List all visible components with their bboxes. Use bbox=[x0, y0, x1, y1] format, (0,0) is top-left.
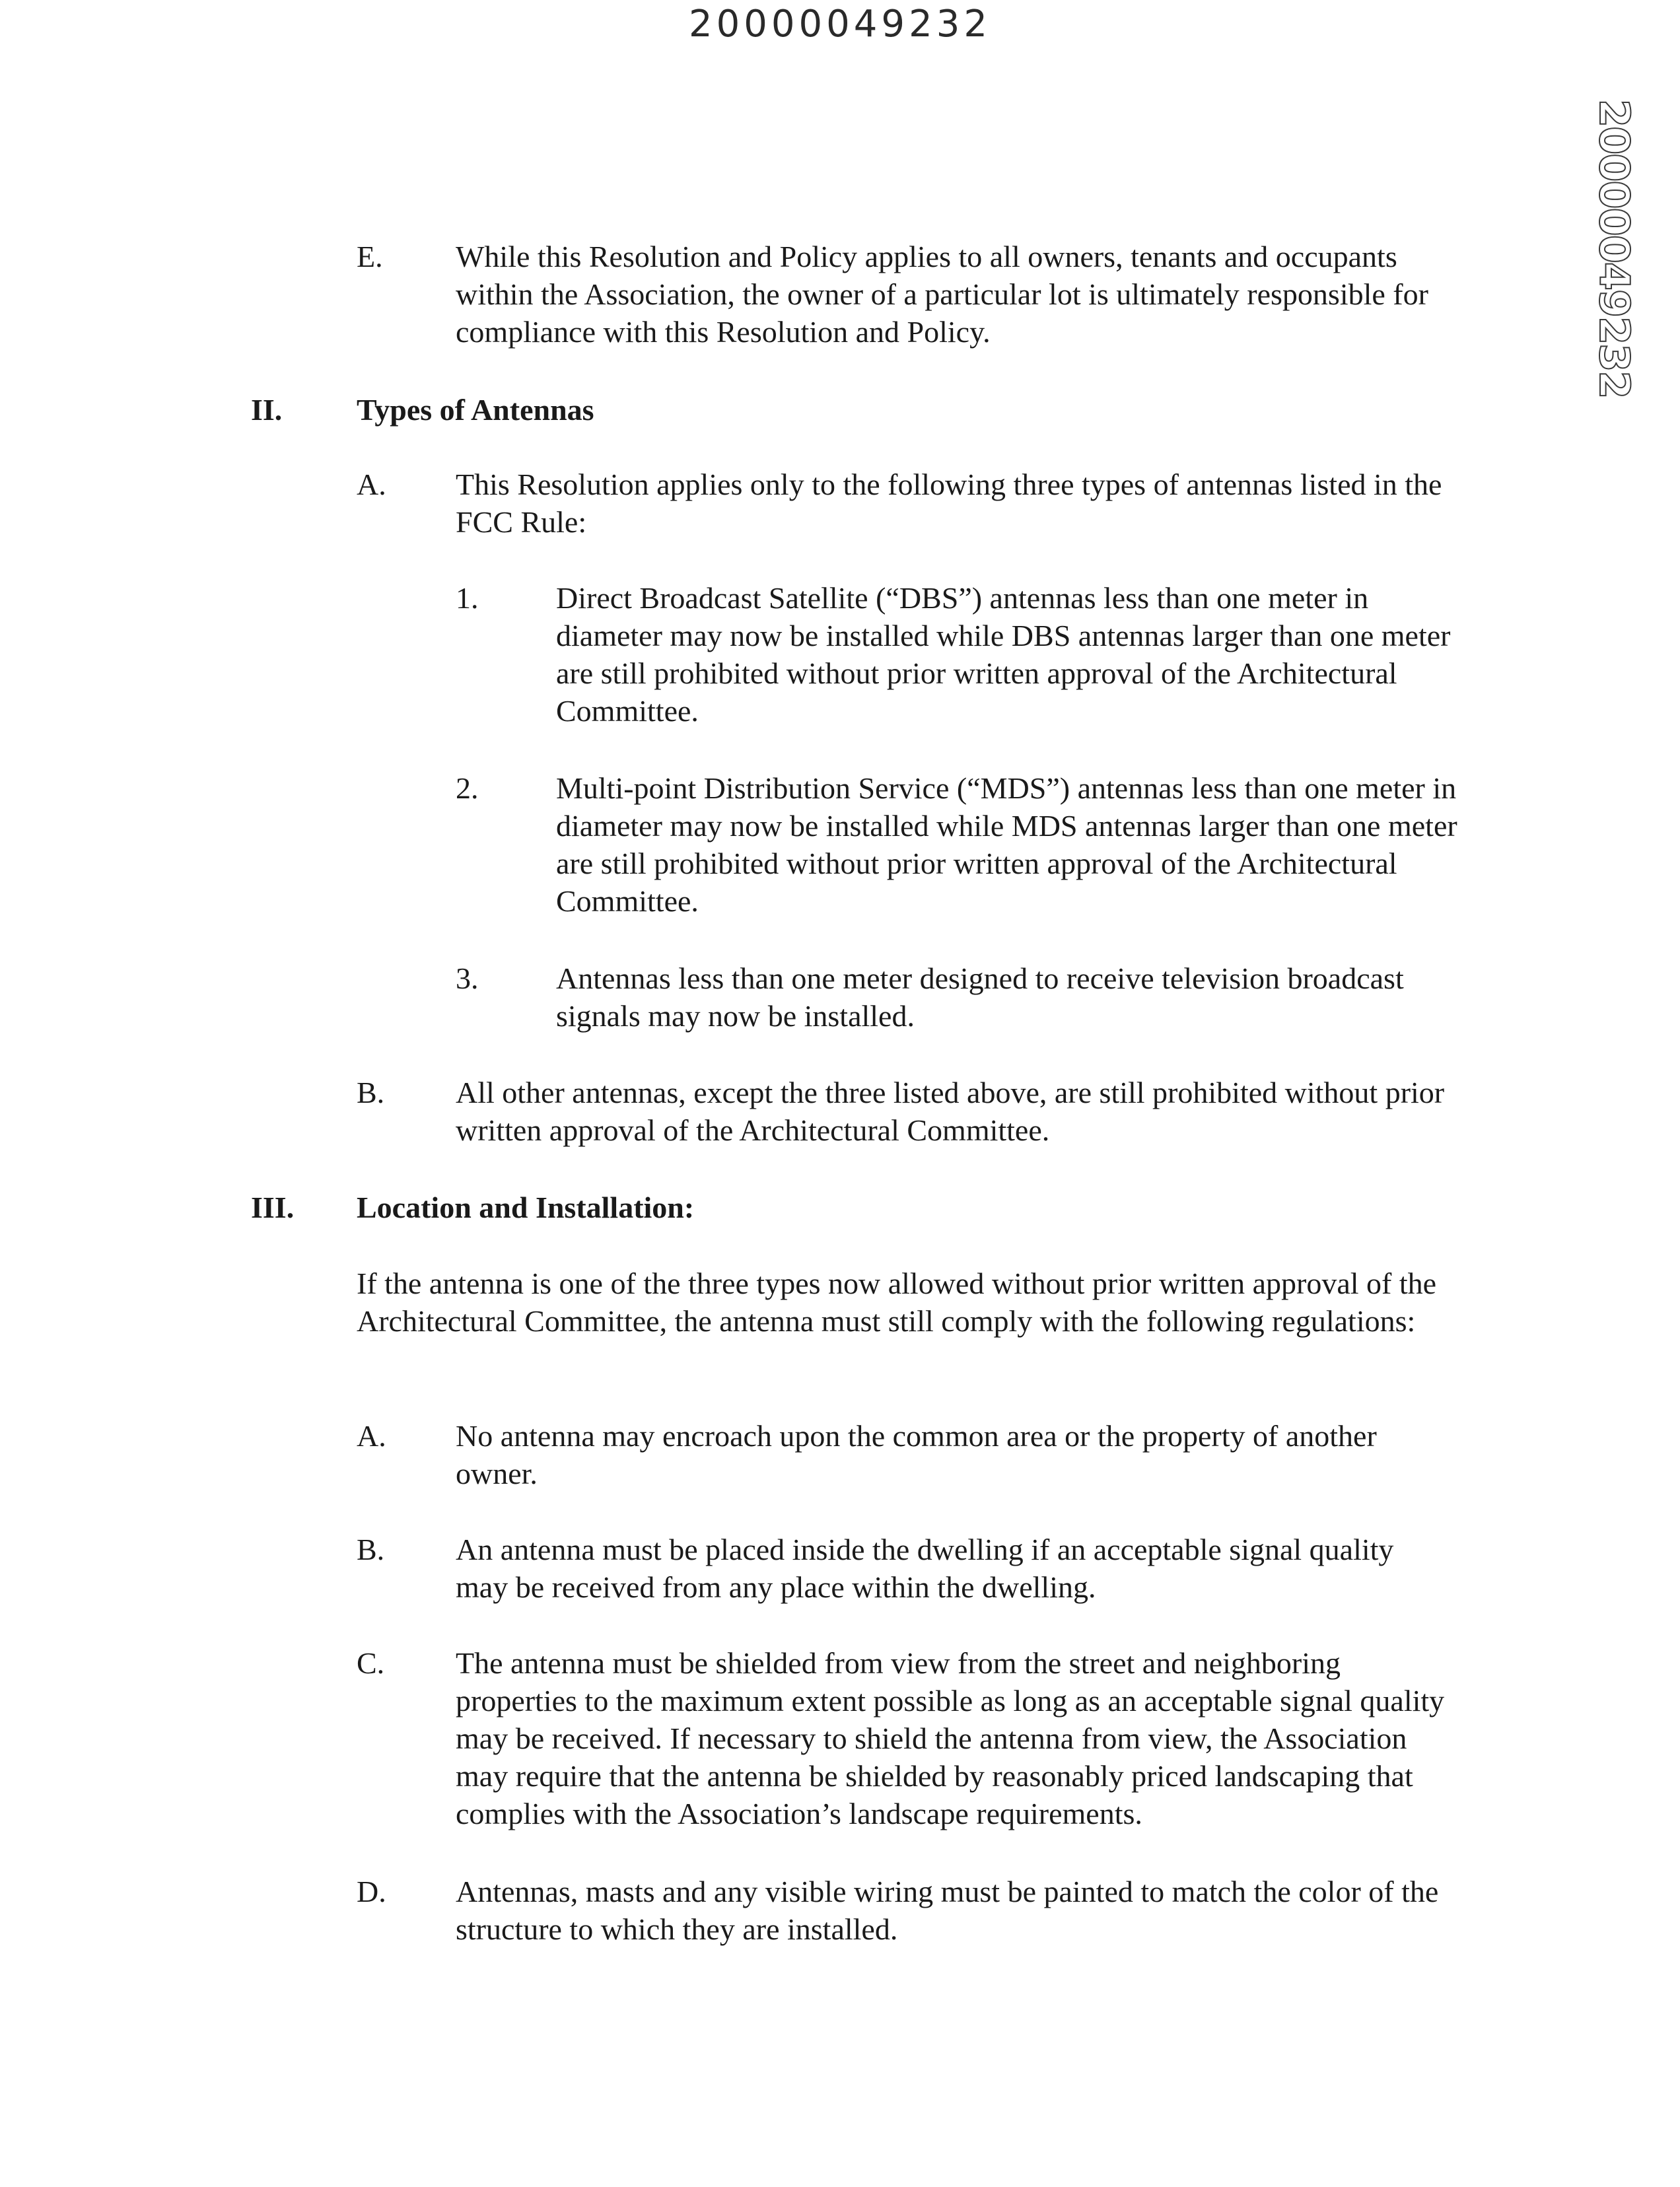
section-iii-item-c-text: The antenna must be shielded from view from the street and neighboring properties to the maximum extent possible as long as an acceptable signal quality may be received. If necessary to shield the antenna from view, the Association may require that the antenna be shielded by reasonably priced landscaping that complies with the Association’s landscape requirements. bbox=[456, 1646, 1445, 1830]
section-iii-item-c-label: C. bbox=[357, 1646, 385, 1680]
section-ii-numeral: II. bbox=[251, 393, 283, 427]
section-iii-intro: If the antenna is one of the three types now allowed without prior written approval of the Architectural Committee, the antenna must still comply with the following regulations: bbox=[357, 1267, 1437, 1338]
sub-item-3-label: 3. bbox=[456, 961, 479, 995]
sub-item-2-label: 2. bbox=[456, 771, 479, 805]
section-iii-numeral: III. bbox=[251, 1191, 295, 1224]
section-iii-title: Location and Installation: bbox=[357, 1191, 695, 1224]
side-stamp bbox=[1590, 99, 1663, 398]
sub-item-2-text: Multi-point Distribution Service (“MDS”) antennas less than one meter in diameter may now be installed while MDS antennas larger than one meter are still prohibited without prior written approval of the Architectural Committee. bbox=[556, 771, 1457, 918]
section-ii-item-a-text: This Resolution applies only to the following three types of antennas listed in the FCC Rule: bbox=[456, 468, 1442, 539]
item-e-label: E. bbox=[357, 240, 383, 273]
section-ii-item-b-text: All other antennas, except the three listed above, are still prohibited without prior written approval of the Architectural Committee. bbox=[456, 1076, 1445, 1147]
sub-item-1-text: Direct Broadcast Satellite (“DBS”) antennas less than one meter in diameter may now be installed while DBS antennas larger than one meter are still prohibited without prior written approval of the Architectural Committee. bbox=[556, 581, 1451, 728]
section-ii-title: Types of Antennas bbox=[357, 393, 594, 427]
document-number: 20000049232 bbox=[689, 3, 991, 46]
section-iii-item-d-text: Antennas, masts and any visible wiring must be painted to match the color of the structure to which they are installed. bbox=[456, 1875, 1439, 1946]
section-iii-item-d-label: D. bbox=[357, 1875, 386, 1908]
side-stamp-text: 20000049232 bbox=[1590, 99, 1638, 398]
section-ii-item-b-label: B. bbox=[357, 1076, 385, 1109]
section-iii-item-a-label: A. bbox=[357, 1419, 386, 1453]
section-iii-item-a-text: No antenna may encroach upon the common area or the property of another owner. bbox=[456, 1419, 1377, 1490]
section-ii-item-a-label: A. bbox=[357, 468, 386, 501]
section-iii-item-b-label: B. bbox=[357, 1533, 385, 1566]
sub-item-3-text: Antennas less than one meter designed to receive television broadcast signals may now be installed. bbox=[556, 961, 1404, 1033]
section-iii-item-b-text: An antenna must be placed inside the dwelling if an acceptable signal quality may be received from any place within the dwelling. bbox=[456, 1533, 1394, 1604]
sub-item-1-label: 1. bbox=[456, 581, 479, 615]
item-e-text: While this Resolution and Policy applies to all owners, tenants and occupants within the Association, the owner of a particular lot is ultimately responsible for compliance with this Resolution and Policy. bbox=[456, 240, 1428, 349]
